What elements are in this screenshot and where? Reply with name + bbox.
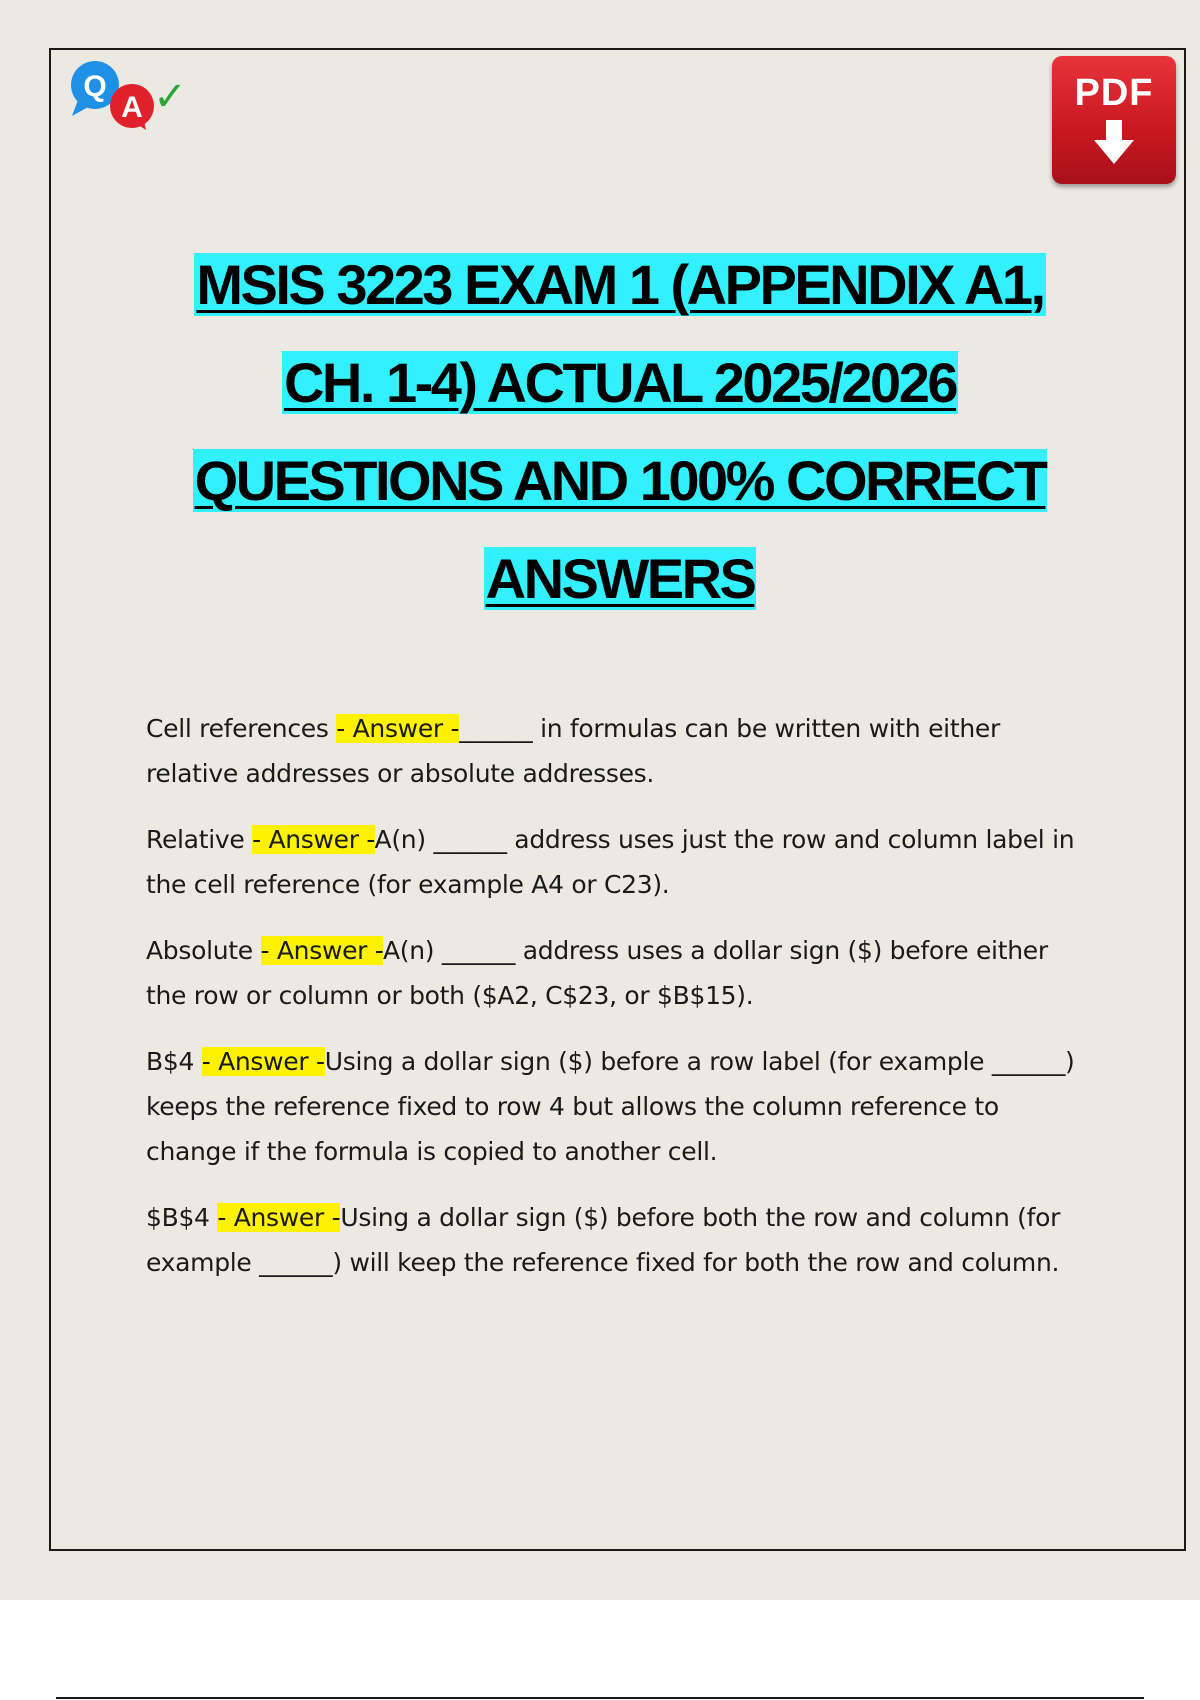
pdf-label: PDF bbox=[1074, 72, 1154, 114]
title-line: CH. 1-4) ACTUAL 2025/2026 bbox=[283, 351, 956, 414]
qa-logo-icon bbox=[68, 56, 192, 132]
qa-definition: ______ in formulas can be written with either relative addresses or absolute addresses. bbox=[146, 714, 1000, 788]
qa-term: Relative bbox=[146, 825, 253, 854]
logo-a-letter: A bbox=[121, 91, 143, 124]
qa-list bbox=[146, 706, 1086, 1306]
title-line: QUESTIONS AND 100% CORRECT bbox=[194, 449, 1046, 512]
qa-item-absolute bbox=[146, 928, 1086, 1018]
answer-marker: - Answer - bbox=[217, 1203, 341, 1232]
document-title bbox=[100, 236, 1140, 628]
download-arrow-icon bbox=[1094, 120, 1134, 164]
qa-item-dollar-b4 bbox=[146, 1195, 1086, 1285]
qa-term: B$4 bbox=[146, 1047, 202, 1076]
qa-term: Cell references bbox=[146, 714, 337, 743]
bottom-divider bbox=[56, 1697, 1144, 1699]
title-line: ANSWERS bbox=[485, 547, 755, 610]
answer-marker: - Answer - bbox=[201, 1047, 325, 1076]
qa-item-relative bbox=[146, 817, 1086, 907]
qa-term: $B$4 bbox=[146, 1203, 218, 1232]
logo-q-letter: Q bbox=[83, 70, 107, 103]
qa-definition: Using a dollar sign ($) before a row label (for example ______) keeps the reference fixed to row 4 but allows the column reference to change if the formula is copied to another cell. bbox=[146, 1047, 1075, 1166]
answer-marker: - Answer - bbox=[336, 714, 460, 743]
answer-marker: - Answer - bbox=[252, 825, 375, 854]
qa-definition: A(n) ______ address uses a dollar sign ($) before either the row or column or both ($A2, C$23, or $B$15). bbox=[146, 936, 1048, 1010]
qa-item-b4 bbox=[146, 1039, 1086, 1174]
logo-check: ✓ bbox=[153, 74, 187, 120]
qa-term: Absolute bbox=[146, 936, 261, 965]
qa-definition: A(n) ______ address uses just the row and column label in the cell reference (for example A4 or C23). bbox=[146, 825, 1075, 899]
pdf-download-button[interactable] bbox=[1052, 56, 1176, 184]
qa-definition: Using a dollar sign ($) before both the row and column (for example ______) will keep the reference fixed for both the row and column. bbox=[146, 1203, 1061, 1277]
qa-item-cell-references bbox=[146, 706, 1086, 796]
answer-marker: - Answer - bbox=[260, 936, 383, 965]
title-line: MSIS 3223 EXAM 1 (APPENDIX A1, bbox=[196, 253, 1044, 316]
